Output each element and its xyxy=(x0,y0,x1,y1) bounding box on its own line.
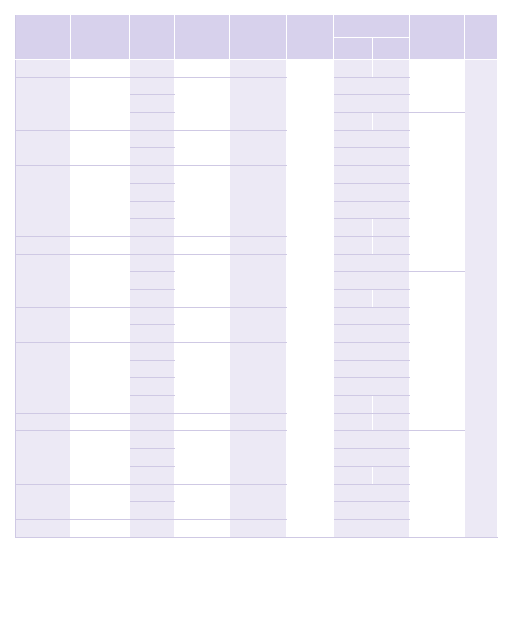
model-cell xyxy=(130,77,175,95)
model-cell xyxy=(130,254,175,272)
rated-speed-cell xyxy=(230,484,287,519)
rated-speed-cell xyxy=(230,343,287,414)
output-torque-cell xyxy=(71,254,130,307)
voltage-cell xyxy=(334,431,410,449)
table-row xyxy=(16,431,498,449)
excitation-voltage-cell xyxy=(373,113,410,131)
voltage-cell xyxy=(334,77,410,95)
header-output-torque xyxy=(71,15,130,60)
output-speed-cell xyxy=(16,60,71,78)
model-cell xyxy=(130,219,175,237)
output-torque-cell xyxy=(71,307,130,342)
motor-spec-table xyxy=(15,15,498,538)
header-row xyxy=(16,15,498,38)
rated-speed-cell xyxy=(230,130,287,165)
output-speed-cell xyxy=(16,484,71,519)
rated-power-cell xyxy=(175,60,230,78)
header-remarks xyxy=(465,15,498,60)
model-cell xyxy=(130,360,175,378)
rated-speed-cell xyxy=(230,77,287,130)
voltage-cell xyxy=(334,201,410,219)
armature-voltage-cell xyxy=(334,113,373,131)
rated-power-cell xyxy=(175,236,230,254)
rated-speed-cell xyxy=(230,519,287,537)
armature-voltage-cell xyxy=(334,396,373,414)
model-cell xyxy=(130,484,175,502)
armature-voltage-cell xyxy=(334,289,373,307)
output-speed-cell xyxy=(16,413,71,431)
voltage-cell xyxy=(334,166,410,184)
output-torque-cell xyxy=(71,413,130,431)
model-cell xyxy=(130,449,175,467)
armature-voltage-cell xyxy=(334,413,373,431)
rated-speed-cell xyxy=(230,431,287,484)
voltage-cell xyxy=(334,519,410,537)
model-cell xyxy=(130,325,175,343)
output-speed-cell xyxy=(16,307,71,342)
rated-speed-cell xyxy=(230,236,287,254)
model-cell xyxy=(130,396,175,414)
output-speed-cell xyxy=(16,431,71,484)
model-cell xyxy=(130,413,175,431)
header-output-speed xyxy=(16,15,71,60)
header-armature xyxy=(334,38,373,60)
output-torque-cell xyxy=(71,130,130,165)
header-rated-speed xyxy=(230,15,287,60)
excitation-voltage-cell xyxy=(373,466,410,484)
ratio-cell xyxy=(410,113,465,272)
output-speed-cell xyxy=(16,254,71,307)
voltage-cell xyxy=(334,95,410,113)
remarks-cell xyxy=(465,60,498,538)
header-excitation xyxy=(373,38,410,60)
rated-speed-cell xyxy=(230,413,287,431)
rated-power-cell xyxy=(175,431,230,484)
header-ratio xyxy=(410,15,465,60)
model-cell xyxy=(130,519,175,537)
rated-power-cell xyxy=(175,254,230,307)
voltage-cell xyxy=(334,254,410,272)
model-cell xyxy=(130,95,175,113)
model-cell xyxy=(130,201,175,219)
voltage-cell xyxy=(334,130,410,148)
header-mount xyxy=(287,15,334,60)
rated-speed-cell xyxy=(230,166,287,237)
output-torque-cell xyxy=(71,343,130,414)
rated-power-cell xyxy=(175,130,230,165)
rated-speed-cell xyxy=(230,60,287,78)
header-rated-power xyxy=(175,15,230,60)
voltage-cell xyxy=(334,183,410,201)
voltage-cell xyxy=(334,325,410,343)
voltage-cell xyxy=(334,307,410,325)
output-torque-cell xyxy=(71,77,130,130)
armature-voltage-cell xyxy=(334,236,373,254)
output-speed-cell xyxy=(16,343,71,414)
armature-voltage-cell xyxy=(334,219,373,237)
model-cell xyxy=(130,148,175,166)
model-cell xyxy=(130,272,175,290)
model-cell xyxy=(130,166,175,184)
rated-speed-cell xyxy=(230,254,287,307)
output-speed-cell xyxy=(16,236,71,254)
excitation-voltage-cell xyxy=(373,413,410,431)
model-cell xyxy=(130,307,175,325)
model-cell xyxy=(130,183,175,201)
voltage-cell xyxy=(334,502,410,520)
excitation-voltage-cell xyxy=(373,396,410,414)
armature-voltage-cell xyxy=(334,60,373,78)
voltage-cell xyxy=(334,148,410,166)
mount-cell xyxy=(287,60,334,538)
output-torque-cell xyxy=(71,236,130,254)
output-torque-cell xyxy=(71,519,130,537)
output-speed-cell xyxy=(16,130,71,165)
output-torque-cell xyxy=(71,431,130,484)
voltage-cell xyxy=(334,343,410,361)
model-cell xyxy=(130,236,175,254)
rated-power-cell xyxy=(175,484,230,519)
output-speed-cell xyxy=(16,519,71,537)
excitation-voltage-cell xyxy=(373,219,410,237)
table-row xyxy=(16,60,498,78)
output-speed-cell xyxy=(16,77,71,130)
header-rated-voltage xyxy=(334,15,410,38)
model-cell xyxy=(130,113,175,131)
model-cell xyxy=(130,343,175,361)
model-cell xyxy=(130,431,175,449)
model-cell xyxy=(130,60,175,78)
voltage-cell xyxy=(334,378,410,396)
rated-power-cell xyxy=(175,519,230,537)
model-cell xyxy=(130,289,175,307)
output-torque-cell xyxy=(71,166,130,237)
model-cell xyxy=(130,378,175,396)
header-model xyxy=(130,15,175,60)
excitation-voltage-cell xyxy=(373,60,410,78)
output-speed-cell xyxy=(16,166,71,237)
model-cell xyxy=(130,502,175,520)
ratio-cell xyxy=(410,431,465,537)
excitation-voltage-cell xyxy=(373,236,410,254)
model-cell xyxy=(130,466,175,484)
ratio-cell xyxy=(410,60,465,113)
rated-power-cell xyxy=(175,166,230,237)
rated-power-cell xyxy=(175,77,230,130)
output-torque-cell xyxy=(71,484,130,519)
voltage-cell xyxy=(334,449,410,467)
armature-voltage-cell xyxy=(334,466,373,484)
rated-speed-cell xyxy=(230,307,287,342)
rated-power-cell xyxy=(175,343,230,414)
rated-power-cell xyxy=(175,413,230,431)
voltage-cell xyxy=(334,484,410,502)
ratio-cell xyxy=(410,272,465,431)
rated-power-cell xyxy=(175,307,230,342)
model-cell xyxy=(130,130,175,148)
voltage-cell xyxy=(334,272,410,290)
voltage-cell xyxy=(334,360,410,378)
output-torque-cell xyxy=(71,60,130,78)
excitation-voltage-cell xyxy=(373,289,410,307)
